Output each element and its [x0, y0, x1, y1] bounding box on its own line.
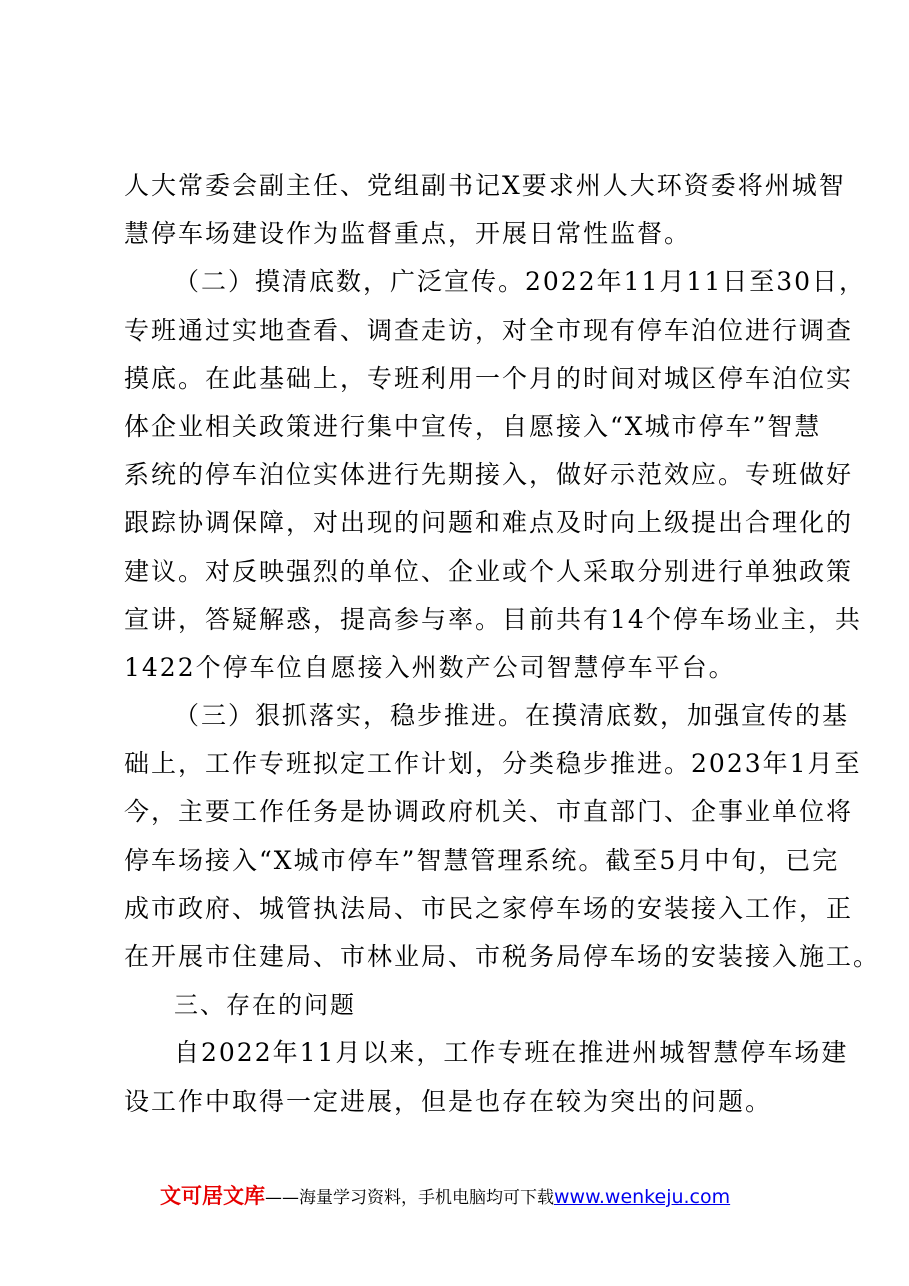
paragraph-line: 体企业相关政策进行集中宣传，自愿接入“X城市停车”智慧 — [124, 411, 822, 441]
paragraph-line: 建议。对反映强烈的单位、企业或个人采取分别进行单独政策 — [124, 556, 854, 586]
section-heading: 三、存在的问题 — [174, 991, 356, 1020]
paragraph-line: 今，主要工作任务是协调政府机关、市直部门、企事业单位将 — [124, 797, 854, 827]
brand-name: 文可居文库 — [160, 1184, 265, 1208]
paragraph-line: 成市政府、城管执法局、市民之家停车场的安装接入工作，正 — [124, 893, 854, 923]
website-link[interactable]: www.wenkeju.com — [554, 1186, 731, 1208]
document-body — [124, 162, 881, 1126]
paragraph-line: （二）摸清底数，广泛宣传。2022年11月11日至30日， — [174, 267, 867, 297]
paragraph-line: 摸底。在此基础上，专班利用一个月的时间对城区停车泊位实 — [124, 363, 854, 393]
paragraph-line: 跟踪协调保障，对出现的问题和难点及时向上级提出合理化的 — [124, 508, 854, 538]
paragraph-line: 础上，工作专班拟定工作计划，分类稳步推进。2023年1月至 — [124, 749, 862, 779]
paragraph-line: 设工作中取得一定进展，但是也存在较为突出的问题。 — [124, 1086, 773, 1116]
paragraph-line: 人大常委会副主任、党组副书记X要求州人大环资委将州城智 — [124, 171, 846, 200]
paragraph-line: （三）狠抓落实，稳步推进。在摸清底数，加强宣传的基 — [174, 701, 850, 731]
paragraph-line: 在开展市住建局、市林业局、市税务局停车场的安装接入施工。 — [124, 942, 881, 971]
paragraph-line: 停车场接入“X城市停车”智慧管理系统。截至5月中旬，已完 — [124, 845, 840, 875]
paragraph-line: 1422个停车位自愿接入州数产公司智慧停车平台。 — [124, 652, 736, 682]
paragraph-line: 宣讲，答疑解惑，提高参与率。目前共有14个停车场业主，共 — [124, 604, 862, 634]
footer-tagline: ——海量学习资料，手机电脑均可下载 — [265, 1188, 554, 1208]
paragraph-line: 慧停车场建设作为监督重点，开展日常性监督。 — [124, 219, 692, 249]
paragraph-line: 自2022年11月以来，工作专班在推进州城智慧停车场建 — [174, 1038, 849, 1068]
watermark-footer — [160, 1180, 860, 1212]
paragraph-line: 系统的停车泊位实体进行先期接入，做好示范效应。专班做好 — [124, 460, 854, 490]
paragraph-line: 专班通过实地查看、调查走访，对全市现有停车泊位进行调查 — [124, 315, 854, 345]
